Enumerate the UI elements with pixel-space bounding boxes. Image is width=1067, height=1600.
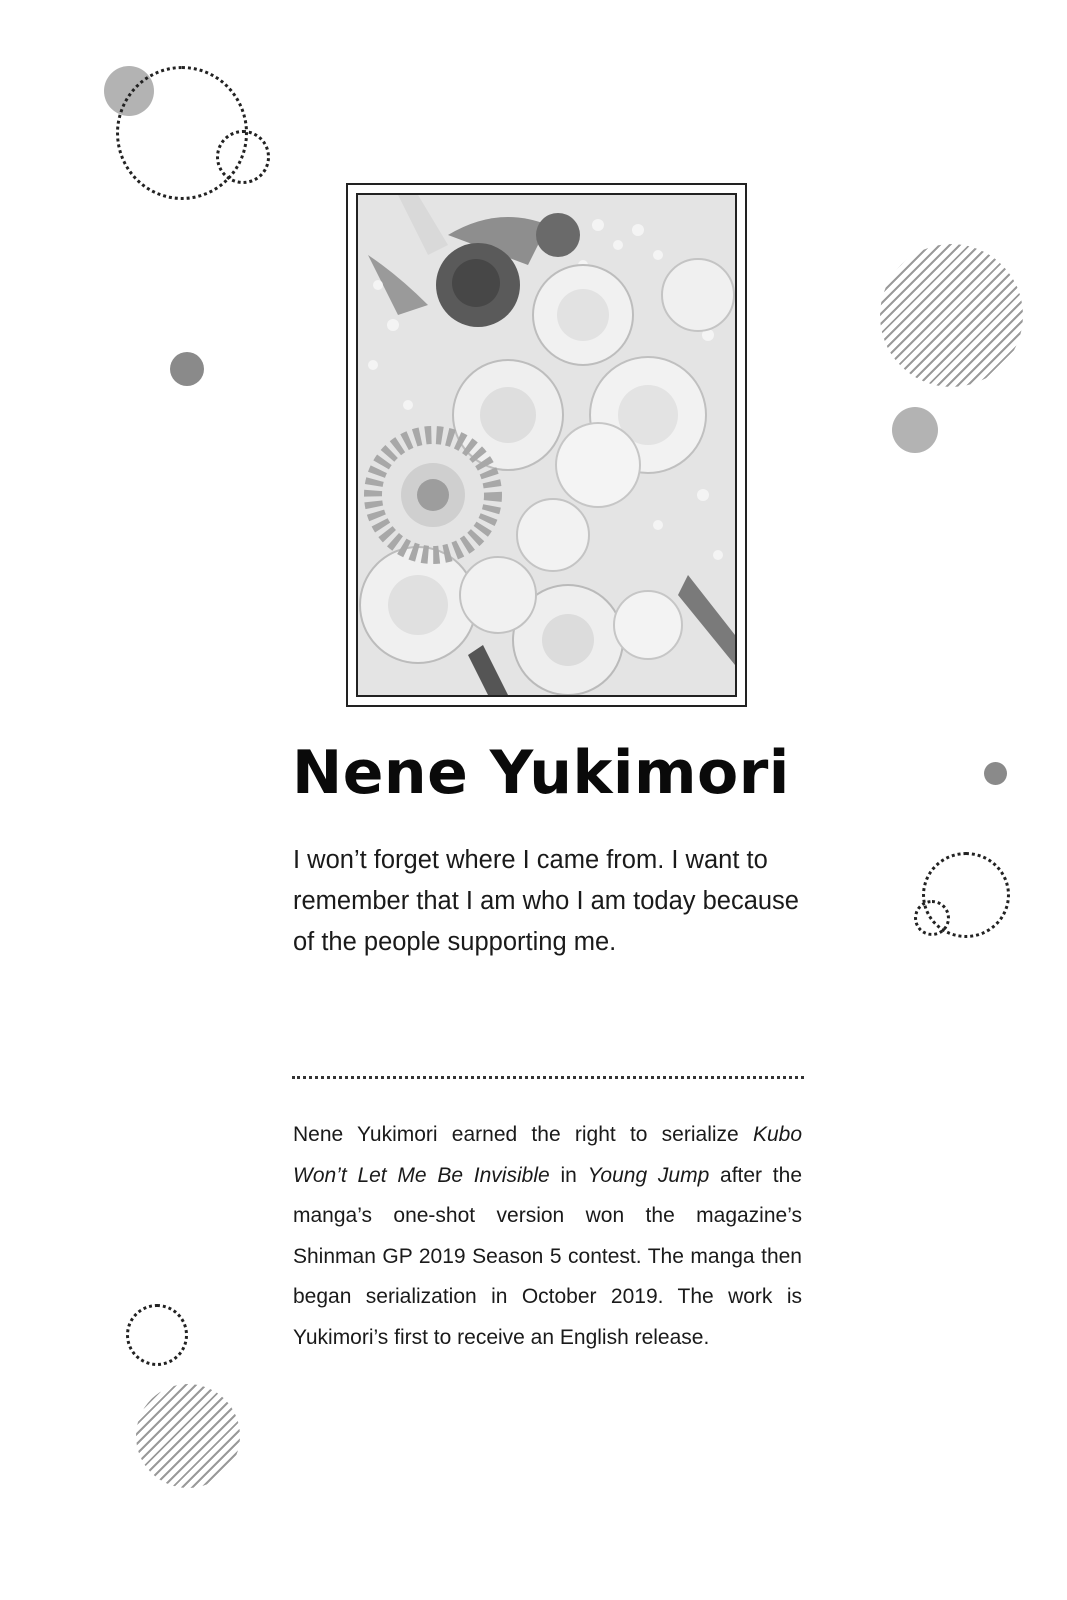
decorative-hatched-circle [880,244,1023,387]
bio-text: in [549,1163,588,1187]
decorative-dotted-circle [216,130,270,184]
author-bio [293,1115,802,1359]
bio-text: after the manga’s one-shot version won the magazine’s Shinman GP 2019 Season 5 contest. The manga then began serialization in October 2019. The work is Yukimori’s first to receive an English release. [293,1163,802,1349]
author-name: Nene Yukimori [292,738,790,808]
bio-magazine-title: Young Jump [587,1163,710,1187]
dotted-divider [292,1076,804,1079]
decorative-dotted-circle [126,1304,188,1366]
decorative-circle [170,352,204,386]
bio-series-title: Kubo Won’t Let Me Be Invisible [293,1123,802,1187]
decorative-hatched-circle [136,1384,240,1488]
flower-bouquet-image [358,195,735,695]
decorative-dotted-circle [914,900,950,936]
decorative-circle [984,762,1007,785]
decorative-circle [892,407,938,453]
bio-text: Nene Yukimori earned the right to serialize [293,1123,753,1146]
author-quote: I won’t forget where I came from. I want to remember that I am who I am today because of the people supporting me. [293,846,799,956]
flower-bouquet-photo [356,193,737,697]
author-photo-frame [346,183,747,707]
